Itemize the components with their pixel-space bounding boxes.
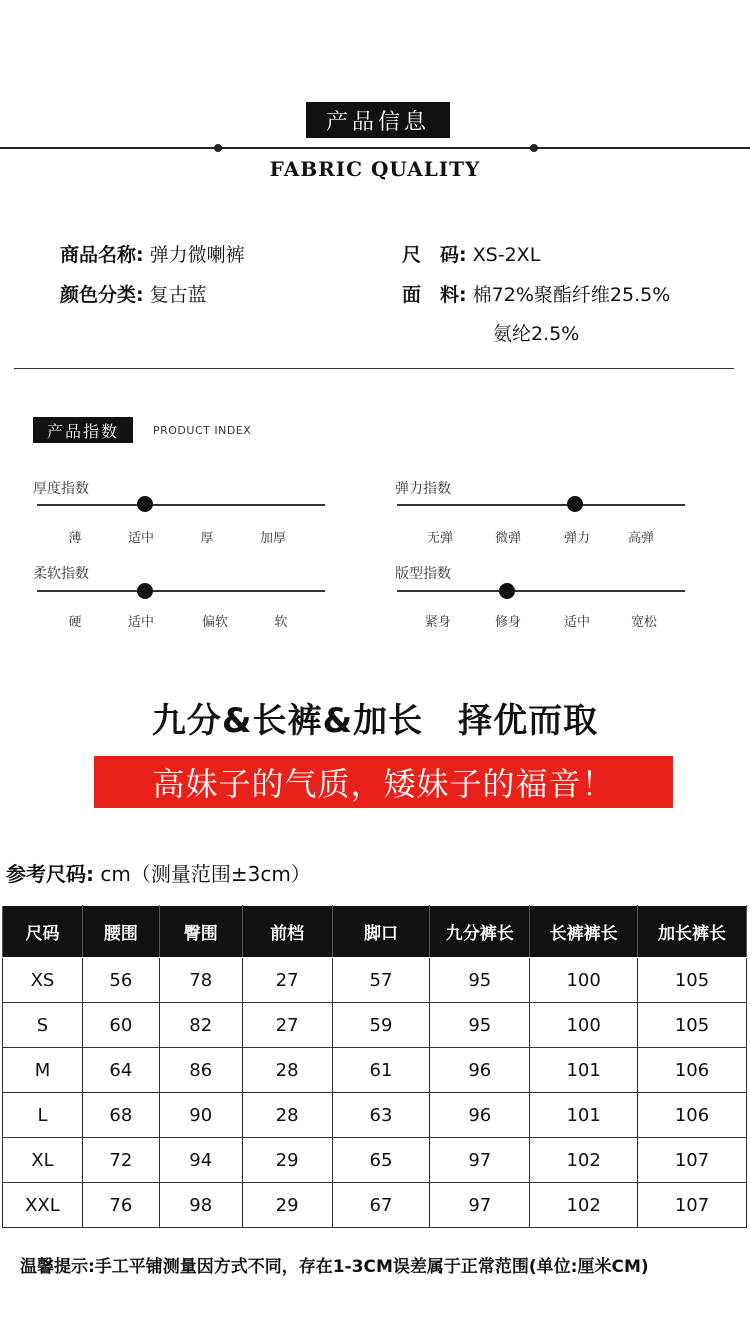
fabric-row (402, 280, 670, 307)
elasticity-scale-marker (567, 496, 583, 512)
size-reference-note: cm（测量范围±3cm） (94, 862, 311, 886)
product-name-row (60, 240, 245, 267)
scale-title: 厚度指数 (33, 481, 89, 497)
table-cell: 95 (430, 958, 530, 1003)
divider-dot-right (530, 144, 538, 152)
thickness-scale (33, 478, 89, 498)
section-title: 产品信息 (306, 102, 450, 138)
table-cell: 98 (159, 1183, 242, 1228)
softness-scale-track (37, 590, 325, 592)
table-cell: 60 (82, 1003, 159, 1048)
divider-dot-left (214, 144, 222, 152)
softness-scale-title: 柔软指数 (33, 566, 89, 582)
color-value: 复古蓝 (149, 284, 207, 306)
table-cell: 100 (530, 1003, 638, 1048)
column-header: 长裤裤长 (530, 906, 638, 958)
table-cell: 96 (430, 1093, 530, 1138)
scale-label: 高弹 (627, 531, 654, 546)
scale-label: 软 (274, 615, 288, 630)
table-cell: 102 (530, 1183, 638, 1228)
table-row (3, 1183, 747, 1228)
table-header-row (3, 906, 747, 958)
table-cell: XS (3, 958, 83, 1003)
size-value: XS-2XL (472, 244, 541, 266)
table-row (3, 1048, 747, 1093)
column-header: 脚口 (332, 906, 430, 958)
scale-label: 微弹 (494, 531, 521, 546)
size-table (2, 905, 747, 1228)
elasticity-scale-title: 弹力指数 (395, 481, 451, 497)
column-header: 加长裤长 (638, 906, 747, 958)
table-cell: 106 (638, 1048, 747, 1093)
table-cell: 96 (430, 1048, 530, 1093)
table-cell: 86 (159, 1048, 242, 1093)
table-cell: 105 (638, 958, 747, 1003)
table-cell: XL (3, 1138, 83, 1183)
table-cell: 105 (638, 1003, 747, 1048)
table-cell: 67 (332, 1183, 430, 1228)
table-cell: 61 (332, 1048, 430, 1093)
table-cell: 28 (242, 1093, 332, 1138)
table-cell: 29 (242, 1183, 332, 1228)
table-cell: 76 (82, 1183, 159, 1228)
table-cell: 68 (82, 1093, 159, 1138)
info-divider (14, 368, 734, 369)
product-index-subtitle: PRODUCT INDEX (153, 424, 252, 437)
thickness-scale-track (37, 504, 325, 506)
measurement-note: 温馨提示:手工平铺测量因方式不同，存在1-3CM误差属于正常范围(单位:厘米CM) (20, 1257, 649, 1277)
scale-label: 无弹 (426, 531, 453, 546)
table-cell: M (3, 1048, 83, 1093)
color-row (60, 280, 207, 307)
table-cell: 95 (430, 1003, 530, 1048)
scale-label: 适中 (127, 531, 154, 546)
header-divider (0, 147, 750, 149)
table-cell: 102 (530, 1138, 638, 1183)
scale-label: 修身 (494, 615, 521, 630)
table-cell: 97 (430, 1138, 530, 1183)
size-row (402, 240, 540, 267)
table-cell: 78 (159, 958, 242, 1003)
fabric-quality-subtitle: FABRIC QUALITY (269, 157, 481, 181)
table-cell: 97 (430, 1183, 530, 1228)
table-cell: 94 (159, 1138, 242, 1183)
scale-label: 偏软 (201, 615, 228, 630)
scale-label: 适中 (127, 615, 154, 630)
scale-label: 硬 (68, 615, 82, 630)
table-cell: 90 (159, 1093, 242, 1138)
table-cell: 57 (332, 958, 430, 1003)
column-header: 前档 (242, 906, 332, 958)
fabric-value: 棉72%聚酯纤维25.5% (472, 284, 671, 306)
column-header: 尺码 (3, 906, 83, 958)
fit-scale-track (397, 590, 685, 592)
product-name-value: 弹力微喇裤 (149, 244, 245, 266)
product-name-label: 商品名称: (60, 244, 144, 266)
table-cell: 27 (242, 1003, 332, 1048)
fabric-value-continued: 氨纶2.5% (493, 323, 580, 345)
scale-label: 弹力 (563, 531, 590, 546)
promo-banner: 高妹子的气质，矮妹子的福音！ (94, 756, 673, 808)
color-label: 颜色分类: (60, 284, 144, 306)
size-reference-label: 参考尺码: (6, 862, 94, 886)
table-cell: 107 (638, 1183, 747, 1228)
thickness-scale-marker (137, 496, 153, 512)
column-header: 九分裤长 (430, 906, 530, 958)
table-cell: S (3, 1003, 83, 1048)
table-cell: 100 (530, 958, 638, 1003)
table-cell: XXL (3, 1183, 83, 1228)
column-header: 腰围 (82, 906, 159, 958)
table-row (3, 1138, 747, 1183)
table-cell: 106 (638, 1093, 747, 1138)
scale-label: 宽松 (630, 615, 657, 630)
table-cell: 64 (82, 1048, 159, 1093)
table-cell: 65 (332, 1138, 430, 1183)
table-cell: 29 (242, 1138, 332, 1183)
table-cell: 82 (159, 1003, 242, 1048)
fit-scale-title: 版型指数 (395, 566, 451, 582)
column-header: 臀围 (159, 906, 242, 958)
softness-scale-marker (137, 583, 153, 599)
product-index-title: 产品指数 (33, 417, 133, 443)
table-row (3, 958, 747, 1003)
scale-label: 薄 (68, 531, 82, 546)
table-row (3, 1093, 747, 1138)
table-cell: 63 (332, 1093, 430, 1138)
size-reference-caption (6, 858, 311, 887)
table-cell: 27 (242, 958, 332, 1003)
elasticity-scale-track (397, 504, 685, 506)
scale-label: 适中 (563, 615, 590, 630)
table-cell: 101 (530, 1048, 638, 1093)
table-cell: 101 (530, 1093, 638, 1138)
scale-label: 加厚 (259, 531, 286, 546)
table-cell: 107 (638, 1138, 747, 1183)
scale-label: 紧身 (424, 615, 451, 630)
fabric-label: 面 料: (402, 284, 467, 306)
size-label: 尺 码: (402, 244, 467, 266)
table-row (3, 1003, 747, 1048)
promo-headline: 九分&长裤&加长 择优而取 (151, 701, 599, 741)
table-cell: 56 (82, 958, 159, 1003)
table-cell: 72 (82, 1138, 159, 1183)
scale-label: 厚 (200, 531, 214, 546)
fit-scale-marker (499, 583, 515, 599)
table-cell: 28 (242, 1048, 332, 1093)
table-cell: L (3, 1093, 83, 1138)
table-cell: 59 (332, 1003, 430, 1048)
